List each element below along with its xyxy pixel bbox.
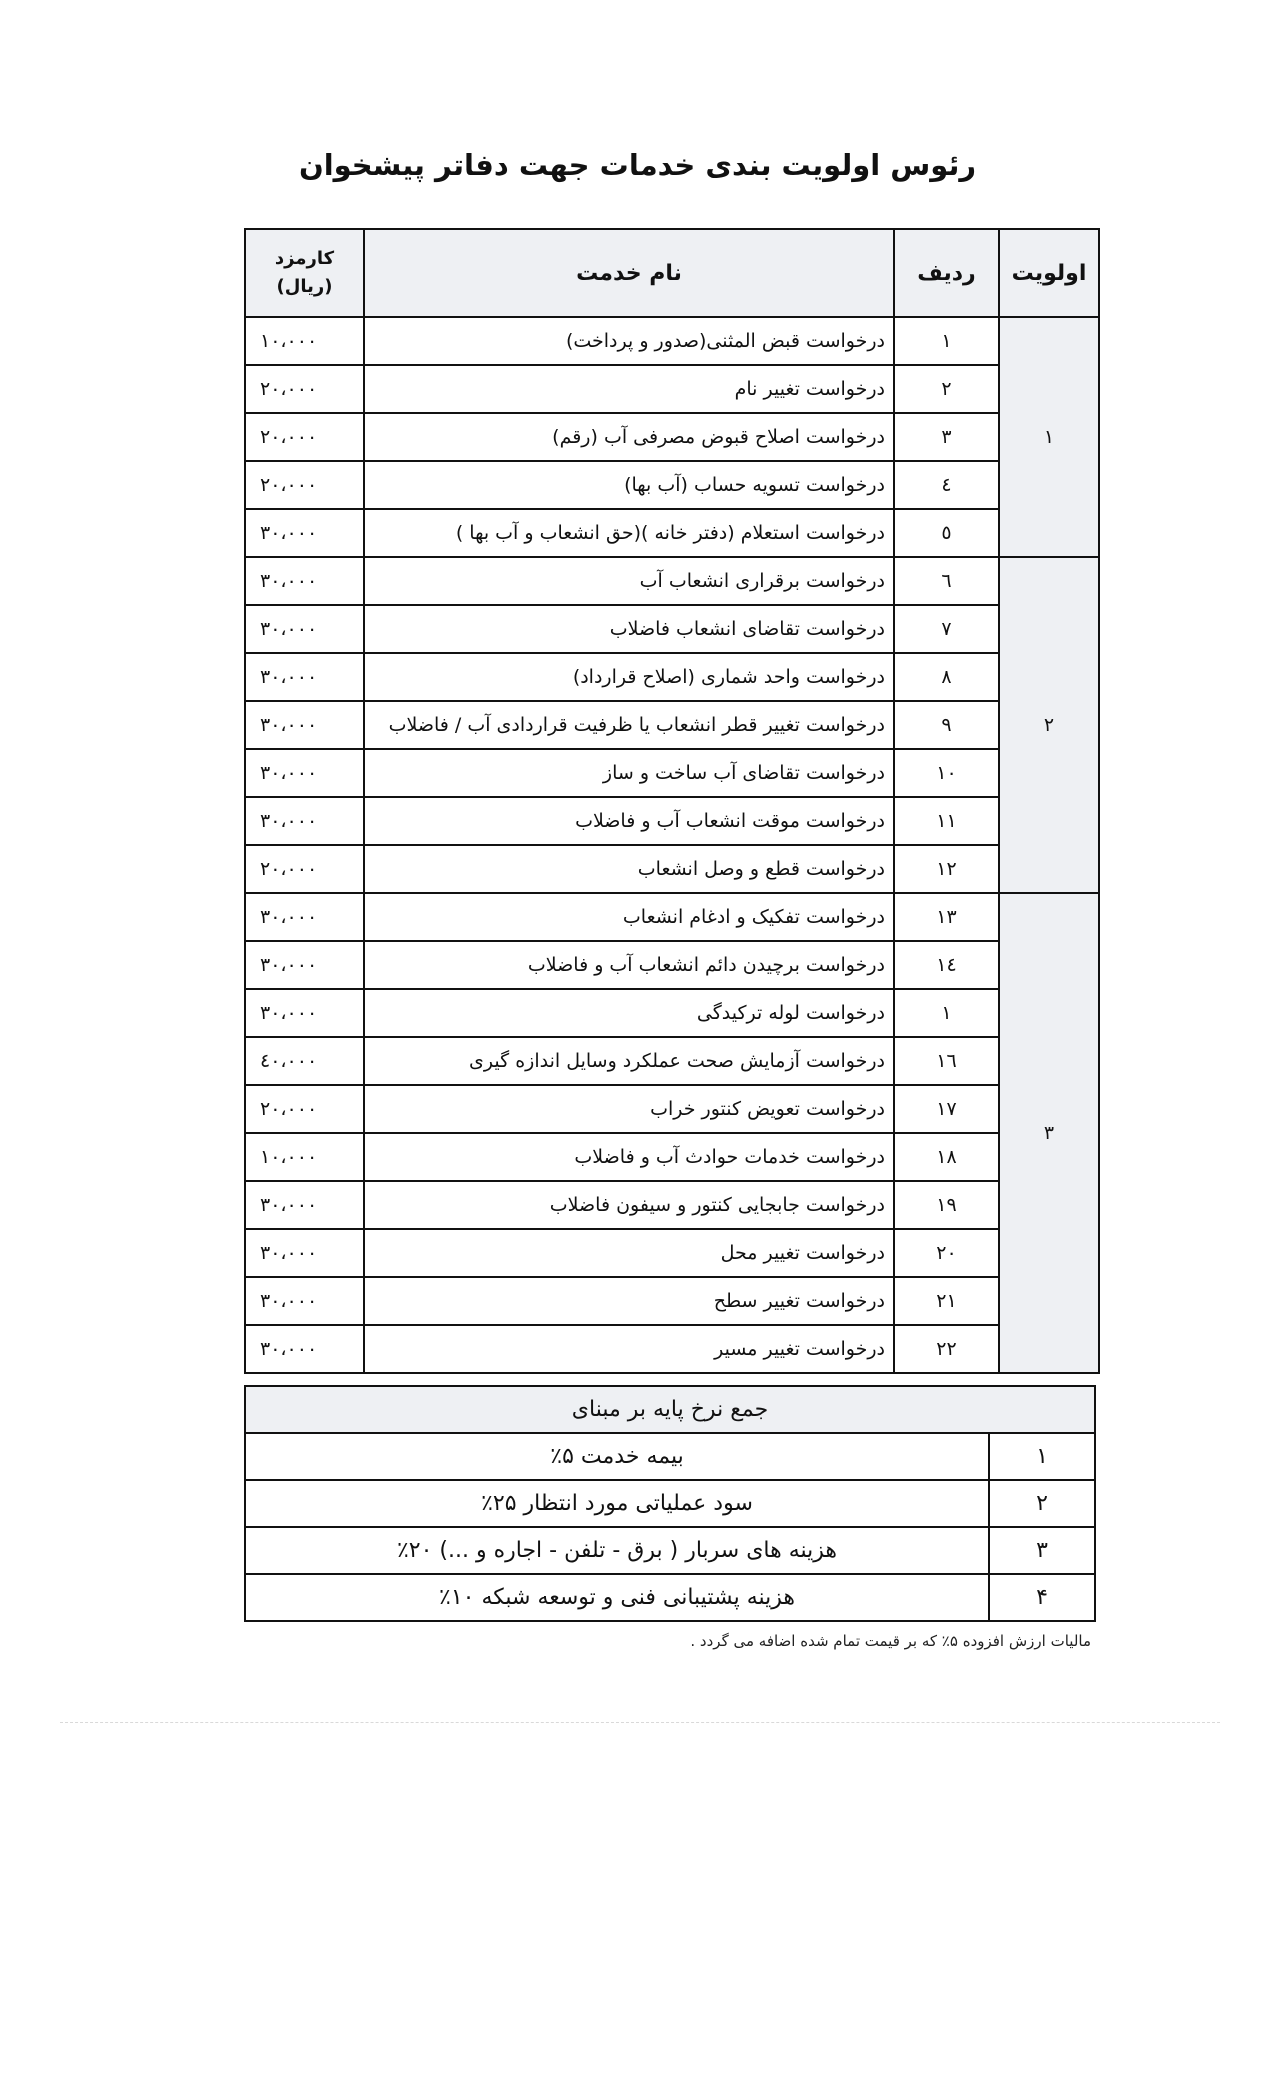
base-rate-text-cell: بیمه خدمت ۵٪ xyxy=(245,1433,989,1480)
service-name-cell: درخواست واحد شماری (اصلاح قرارداد) xyxy=(364,653,894,701)
service-name-cell: درخواست خدمات حوادث آب و فاضلاب xyxy=(364,1133,894,1181)
row-number-cell: ۱۹ xyxy=(894,1181,999,1229)
table-row xyxy=(245,365,1099,413)
table-row xyxy=(245,797,1099,845)
table-row xyxy=(245,845,1099,893)
fee-cell: ۱۰،۰۰۰ xyxy=(245,317,364,365)
service-name-cell: درخواست تقاضای آب ساخت و ساز xyxy=(364,749,894,797)
service-name-cell: درخواست تغییر سطح xyxy=(364,1277,894,1325)
services-table xyxy=(244,228,1100,1374)
header-fee: کارمزد (ریال) xyxy=(245,229,364,317)
fee-cell: ۳۰،۰۰۰ xyxy=(245,893,364,941)
base-rate-text-cell: هزینه های سربار ( برق - تلفن - اجاره و ...) ۲۰٪ xyxy=(245,1527,989,1574)
fee-cell: ۳۰،۰۰۰ xyxy=(245,941,364,989)
table-row xyxy=(245,701,1099,749)
row-number-cell: ۱۳ xyxy=(894,893,999,941)
scan-artifact-line xyxy=(60,1722,1220,1723)
base-rate-row xyxy=(245,1527,1095,1574)
table-row xyxy=(245,749,1099,797)
base-rate-index-cell: ۲ xyxy=(989,1480,1095,1527)
table-row xyxy=(245,1181,1099,1229)
row-number-cell: ۲۲ xyxy=(894,1325,999,1373)
base-rate-header: جمع نرخ پایه بر مبنای xyxy=(245,1386,1095,1433)
row-number-cell: ۱۷ xyxy=(894,1085,999,1133)
priority-cell: ۳ xyxy=(999,893,1099,1373)
service-name-cell: درخواست تقاضای انشعاب فاضلاب xyxy=(364,605,894,653)
service-name-cell: درخواست تفکیک و ادغام انشعاب xyxy=(364,893,894,941)
row-number-cell: ۳ xyxy=(894,413,999,461)
row-number-cell: ۲ xyxy=(894,365,999,413)
fee-cell: ۱۰،۰۰۰ xyxy=(245,1133,364,1181)
table-row xyxy=(245,605,1099,653)
table-row xyxy=(245,317,1099,365)
base-rate-row xyxy=(245,1574,1095,1621)
services-table-body xyxy=(245,317,1099,1373)
fee-cell: ۳۰،۰۰۰ xyxy=(245,557,364,605)
service-name-cell: درخواست لوله ترکیدگی xyxy=(364,989,894,1037)
table-row xyxy=(245,1133,1099,1181)
table-row xyxy=(245,557,1099,605)
table-row xyxy=(245,1229,1099,1277)
priority-cell: ۱ xyxy=(999,317,1099,557)
row-number-cell: ۲۰ xyxy=(894,1229,999,1277)
fee-cell: ۳۰،۰۰۰ xyxy=(245,605,364,653)
header-priority: اولویت xyxy=(999,229,1099,317)
service-name-cell: درخواست موقت انشعاب آب و فاضلاب xyxy=(364,797,894,845)
service-name-cell: درخواست تسویه حساب (آب بها) xyxy=(364,461,894,509)
row-number-cell: ۱۲ xyxy=(894,845,999,893)
fee-cell: ۲۰،۰۰۰ xyxy=(245,845,364,893)
row-number-cell: ۱۰ xyxy=(894,749,999,797)
base-rate-index-cell: ۴ xyxy=(989,1574,1095,1621)
row-number-cell: ۲۱ xyxy=(894,1277,999,1325)
service-name-cell: درخواست تعویض کنتور خراب xyxy=(364,1085,894,1133)
service-name-cell: درخواست اصلاح قبوض مصرفی آب (رقم) xyxy=(364,413,894,461)
row-number-cell: ۱٤ xyxy=(894,941,999,989)
base-rate-table xyxy=(244,1385,1096,1622)
table-row xyxy=(245,461,1099,509)
row-number-cell: ۱ xyxy=(894,317,999,365)
fee-cell: ۳۰،۰۰۰ xyxy=(245,989,364,1037)
service-name-cell: درخواست تغییر نام xyxy=(364,365,894,413)
service-name-cell: درخواست تغییر مسیر xyxy=(364,1325,894,1373)
table-row xyxy=(245,1325,1099,1373)
fee-cell: ۳۰،۰۰۰ xyxy=(245,1181,364,1229)
fee-cell: ۳۰،۰۰۰ xyxy=(245,797,364,845)
table-row xyxy=(245,893,1099,941)
fee-cell: ۳۰،۰۰۰ xyxy=(245,1325,364,1373)
fee-cell: ۳۰،۰۰۰ xyxy=(245,701,364,749)
fee-cell: ۲۰،۰۰۰ xyxy=(245,1085,364,1133)
service-name-cell: درخواست قبض المثنی(صدور و پرداخت) xyxy=(364,317,894,365)
table-row xyxy=(245,509,1099,557)
base-rate-text-cell: سود عملیاتی مورد انتظار ۲۵٪ xyxy=(245,1480,989,1527)
base-rate-row xyxy=(245,1433,1095,1480)
table-row xyxy=(245,653,1099,701)
service-name-cell: درخواست تغییر محل xyxy=(364,1229,894,1277)
row-number-cell: ٥ xyxy=(894,509,999,557)
fee-cell: ۳۰،۰۰۰ xyxy=(245,1277,364,1325)
service-name-cell: درخواست برچیدن دائم انشعاب آب و فاضلاب xyxy=(364,941,894,989)
row-number-cell: ۱۱ xyxy=(894,797,999,845)
row-number-cell: ۹ xyxy=(894,701,999,749)
row-number-cell: ۱ xyxy=(894,989,999,1037)
service-name-cell: درخواست استعلام (دفتر خانه )(حق انشعاب و آب بها ) xyxy=(364,509,894,557)
table-row xyxy=(245,989,1099,1037)
priority-cell: ۲ xyxy=(999,557,1099,893)
service-name-cell: درخواست جابجایی کنتور و سیفون فاضلاب xyxy=(364,1181,894,1229)
service-name-cell: درخواست آزمایش صحت عملکرد وسایل اندازه گیری xyxy=(364,1037,894,1085)
row-number-cell: ۱٦ xyxy=(894,1037,999,1085)
base-rate-row xyxy=(245,1480,1095,1527)
base-rate-text-cell: هزینه پشتیبانی فنی و توسعه شبکه ۱۰٪ xyxy=(245,1574,989,1621)
row-number-cell: ۷ xyxy=(894,605,999,653)
table-row xyxy=(245,1277,1099,1325)
table-row xyxy=(245,1085,1099,1133)
vat-footnote: مالیات ارزش افزوده ۵٪ که بر قیمت تمام شده اضافه می گردد . xyxy=(690,1632,1091,1650)
fee-cell: ۳۰،۰۰۰ xyxy=(245,653,364,701)
page-title: رئوس اولویت بندی خدمات جهت دفاتر پیشخوان xyxy=(298,148,977,182)
row-number-cell: ٦ xyxy=(894,557,999,605)
base-rate-index-cell: ۱ xyxy=(989,1433,1095,1480)
header-service-name: نام خدمت xyxy=(364,229,894,317)
fee-cell: ۲۰،۰۰۰ xyxy=(245,461,364,509)
fee-cell: ۲۰،۰۰۰ xyxy=(245,365,364,413)
service-name-cell: درخواست قطع و وصل انشعاب xyxy=(364,845,894,893)
row-number-cell: ٤ xyxy=(894,461,999,509)
fee-cell: ۳۰،۰۰۰ xyxy=(245,1229,364,1277)
row-number-cell: ۸ xyxy=(894,653,999,701)
row-number-cell: ۱۸ xyxy=(894,1133,999,1181)
table-row xyxy=(245,413,1099,461)
table-row xyxy=(245,941,1099,989)
service-name-cell: درخواست تغییر قطر انشعاب یا ظرفیت قراردادی آب / فاضلاب xyxy=(364,701,894,749)
base-rate-table-body xyxy=(245,1433,1095,1621)
base-rate-index-cell: ۳ xyxy=(989,1527,1095,1574)
service-name-cell: درخواست برقراری انشعاب آب xyxy=(364,557,894,605)
table-row xyxy=(245,1037,1099,1085)
fee-cell: ۲۰،۰۰۰ xyxy=(245,413,364,461)
fee-cell: ۳۰،۰۰۰ xyxy=(245,509,364,557)
fee-cell: ۳۰،۰۰۰ xyxy=(245,749,364,797)
base-rate-header-row xyxy=(245,1386,1095,1433)
fee-cell: ٤۰،۰۰۰ xyxy=(245,1037,364,1085)
header-row: ردیف xyxy=(894,229,999,317)
table-header-row xyxy=(245,229,1099,317)
